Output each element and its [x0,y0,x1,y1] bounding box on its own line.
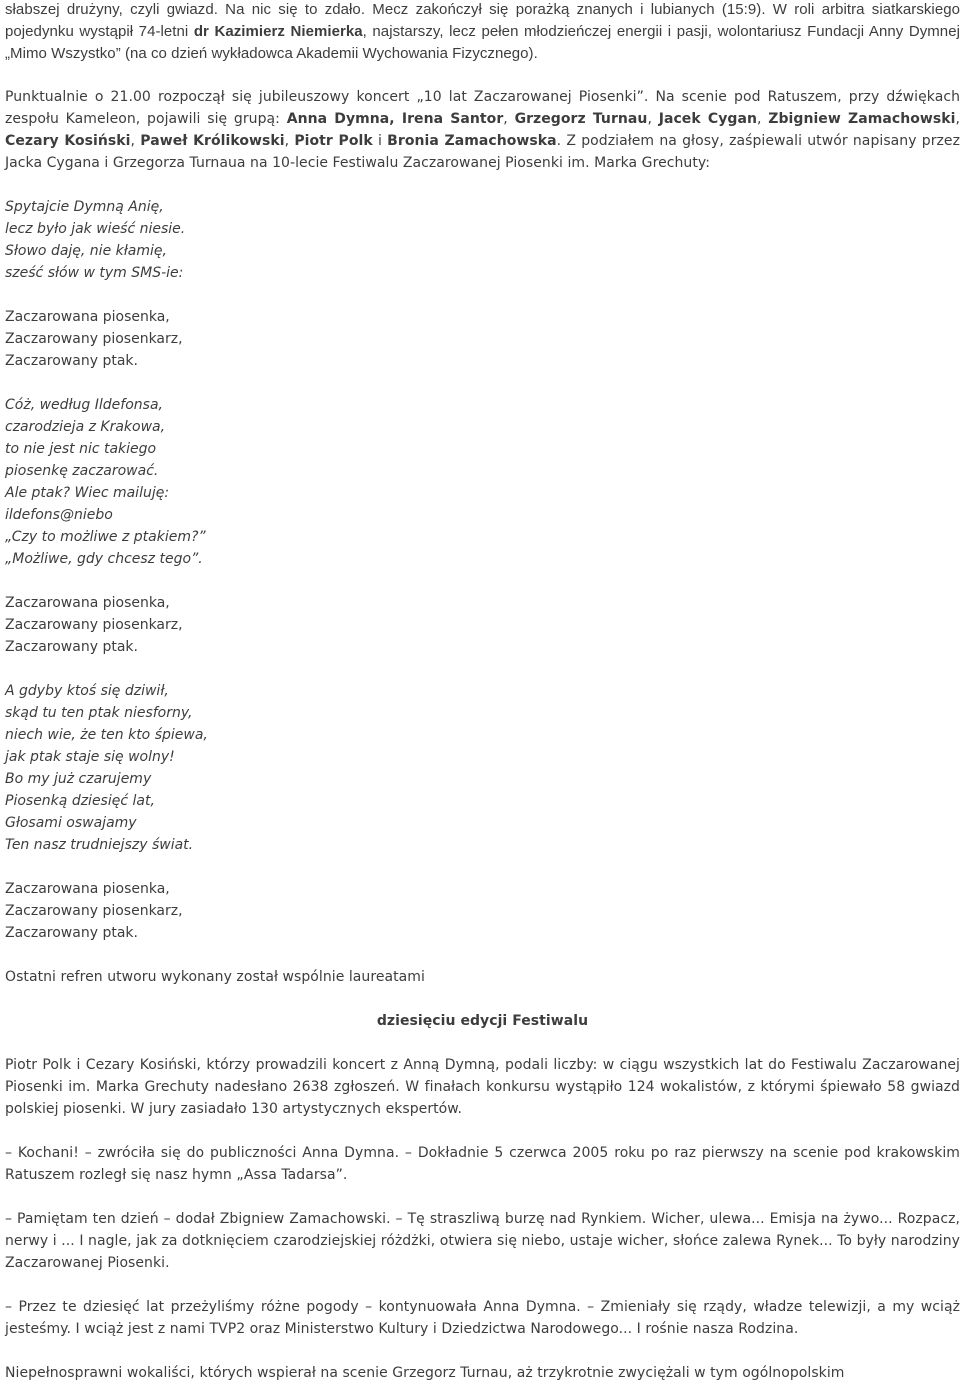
song-line: Bo my już czarujemy [5,771,152,787]
song-verse-3 [5,680,960,856]
song-refrain-1 [5,306,960,372]
song-line: niech wie, że ten kto śpiewa, [5,727,208,743]
song-line: Zaczarowany ptak. [5,639,138,655]
final-paragraph: Niepełnosprawni wokaliści, których wspierał na scenie Grzegorz Turnau, aż trzykrotnie zwyciężali w tym ogólnopolskim [5,1365,845,1381]
song-line: Ale ptak? Wiec mailuję: [5,485,170,501]
concert-paragraph: Punktualnie o 21.00 rozpoczął się jubileuszowy koncert „10 lat Zaczarowanej Piosenki”. Na scenie pod Ratuszem, przy dźwiękach zespołu Kameleon, pojawili się grupą: Anna Dymna, Irena Santor, Grzegorz Turnau, Jacek Cygan, Zbigniew Zamachowski, Cezary Kosiński, Paweł Królikowski, Piotr Polk i Bronia Zamachowska. Z podziałem na głosy, zaśpiewali utwór napisany przez Jacka Cygana i Grzegorza Turnaua na 10-lecie Festiwalu Zaczarowanej Piosenki im. Marka Grechuty: [5,89,960,171]
song-line: jak ptak staje się wolny! [5,749,175,765]
song-line: Piosenką dziesięć lat, [5,793,155,809]
song-line: to nie jest nic takiego [5,441,157,457]
festival-heading: dziesięciu edycji Festiwalu [376,1013,589,1029]
song-line: Słowo daję, nie kłamię, [5,243,167,259]
performer-name: Bronia Zamachowska [387,133,557,149]
song-line: Głosami oswajamy [5,815,137,831]
performer-name: Zbigniew Zamachowski [768,111,956,127]
song-line: Zaczarowany piosenkarz, [5,903,183,919]
song-line: Zaczarowany piosenkarz, [5,617,183,633]
performer-name: Anna Dymna, Irena Santor [286,111,504,127]
statistics-paragraph: Piotr Polk i Cezary Kosiński, którzy prowadzili koncert z Anną Dymną, podali liczby: w ciągu wszystkich lat do Festiwalu Zaczarowanej Piosenki im. Marka Grechuty nadesłano 2638 zgłoszeń. W finałach konkursu wystąpiło 124 wokalistów, z którymi śpiewało 58 gwiazd polskiej piosenki. W jury zasiadało 130 artystycznych ekspertów. [5,1057,960,1117]
song-line: Ten nasz trudniejszy świat. [5,837,194,853]
song-line: ildefons@niebo [5,507,113,523]
performer-name: Paweł Królikowski [140,133,285,149]
article-body [5,0,960,1384]
dymna-quote-paragraph: – Kochani! – zwróciła się do publiczności Anna Dymna. – Dokładnie 5 czerwca 2005 roku po raz pierwszy na scenie pod krakowskim Ratuszem rozległ się nasz hymn „Assa Tadarsa”. [5,1145,960,1183]
song-line: Zaczarowana piosenka, [5,309,170,325]
performer-name: Piotr Polk [294,133,373,149]
performer-name: Jacek Cygan [658,111,757,127]
song-line: „Możliwe, gdy chcesz tego”. [5,551,203,567]
song-line: piosenkę zaczarować. [5,463,159,479]
song-line: „Czy to możliwe z ptakiem?” [5,529,206,545]
song-line: Zaczarowana piosenka, [5,881,170,897]
song-verse-1 [5,196,960,284]
song-line: Zaczarowana piosenka, [5,595,170,611]
arbiter-name: dr Kazimierz Niemierka [193,23,363,40]
performer-name: Cezary Kosiński [5,133,131,149]
song-line: czarodzieja z Krakowa, [5,419,166,435]
song-line: sześć słów w tym SMS-ie: [5,265,184,281]
song-line: A gdyby ktoś się dziwił, [5,683,169,699]
song-line: lecz było jak wieść niesie. [5,221,186,237]
song-line: Zaczarowany ptak. [5,353,138,369]
song-line: Zaczarowany ptak. [5,925,138,941]
song-refrain-3 [5,878,960,944]
song-line: Cóż, według Ildefonsa, [5,397,163,413]
intro-paragraph: słabszej drużyny, czyli gwiazd. Na nic się to zdało. Mecz zakończył się porażką znanych i lubianych (15:9). W roli arbitra siatkarskiego pojedynku wystąpił 74-letni dr Kazimierz Niemierka, najstarszy, lecz pełen młodzieńczej energii i pasji, wolontariusz Fundacji Anny Dymnej „Mimo Wszystko” (na co dzień wykładowca Akademii Wychowania Fizycznego). [5,1,960,62]
performer-name: Grzegorz Turnau [514,111,648,127]
closing-line: Ostatni refren utworu wykonany został wspólnie laureatami [5,969,425,985]
zamachowski-quote-paragraph: – Pamiętam ten dzień – dodał Zbigniew Zamachowski. – Tę straszliwą burzę nad Rynkiem. Wicher, ulewa... Emisja na żywo... Rozpacz, nerwy i ... I nagle, jak za dotknięciem czarodziejskiej różdżki, otwiera się niebo, ustaje wicher, słońce zalewa Rynek... To były narodziny Zaczarowanej Piosenki. [5,1211,960,1271]
dymna-continued-paragraph: – Przez te dziesięć lat przeżyliśmy różne pogody – kontynuowała Anna Dymna. – Zmieniały się rządy, władze telewizji, a my wciąż jesteśmy. I wciąż jest z nami TVP2 oraz Ministerstwo Kultury i Dziedzictwa Narodowego... I rośnie nasza Rodzina. [5,1299,960,1337]
song-verse-2 [5,394,960,570]
song-line: Zaczarowany piosenkarz, [5,331,183,347]
song-line: Spytajcie Dymną Anię, [5,199,164,215]
song-refrain-2 [5,592,960,658]
song-line: skąd tu ten ptak niesforny, [5,705,193,721]
